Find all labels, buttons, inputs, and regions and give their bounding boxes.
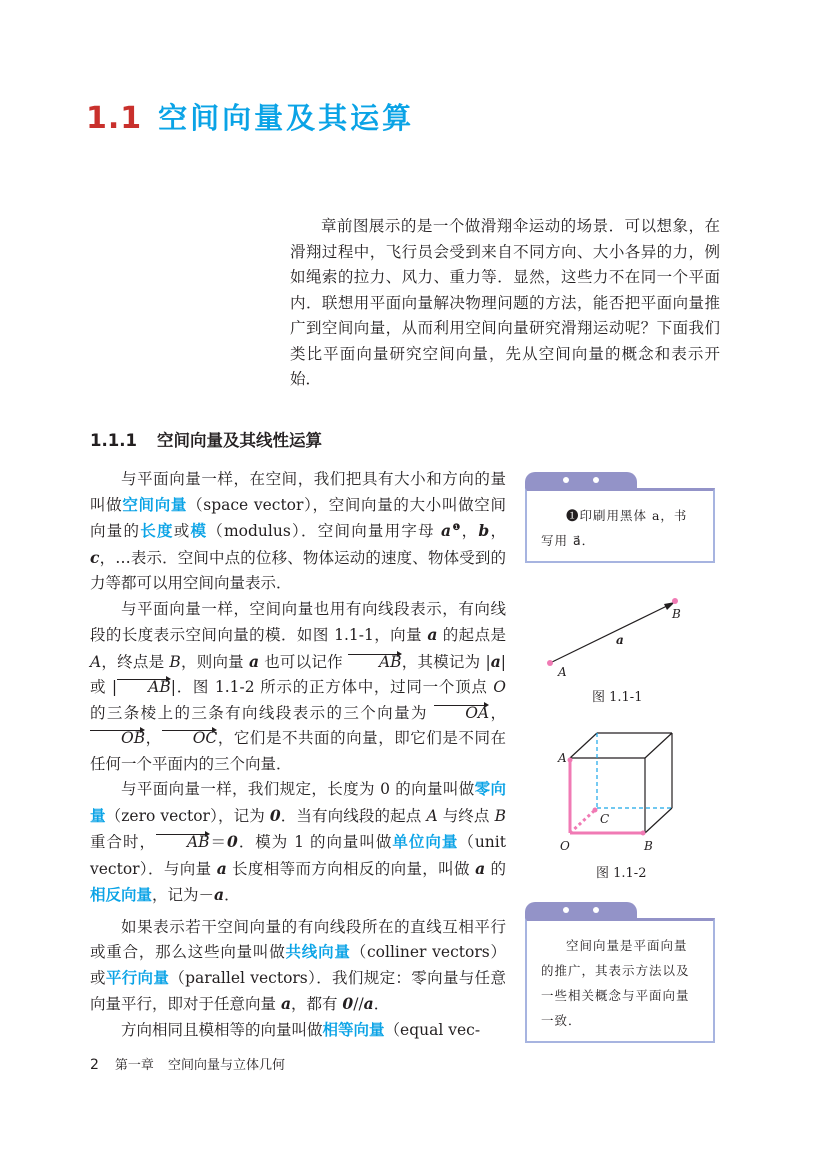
vector-notation: OA [434,704,489,722]
section-title-text: 空间向量及其运算 [158,101,415,135]
math-symbol: c [90,547,100,567]
text-run: （parallel vectors）．我们规定：零向量与任意向量平行，即对于任意向量 [90,968,506,1013]
text-run: 如果表示若干空间向量的有向线段所在的直线互相平行或重合，那么这些向量叫做 [90,917,506,961]
math-symbol: A [426,806,438,825]
math-symbol: a [441,521,452,540]
figure-cube [540,720,690,860]
text-run: // [353,995,364,1013]
margin-note-footnote [525,472,715,563]
section-number: 1.1 [86,101,143,136]
key-term: 共线向量 [285,943,351,961]
paragraph [90,777,506,909]
text-run: ＝ [209,833,228,851]
point-a [547,660,553,666]
text-run: ， [145,729,162,747]
math-symbol: a [490,651,501,671]
subsection-number: 1.1.1 [90,431,137,450]
text-run: 重合时， [90,833,156,851]
math-symbol: b [478,521,490,540]
vector-oc [570,810,595,833]
math-symbol: a [280,994,291,1013]
text-run: ．当有向线段的起点 [280,806,427,825]
subsection-heading [90,430,322,452]
key-term: 相反向量 [90,886,153,904]
paragraph [90,597,506,778]
figure-vector-ab [530,590,700,685]
text-run: ，…表示．空间中点的位移、物体运动的速度、物体受到的力等都可以用空间向量表示． [90,548,506,592]
math-symbol: a [427,625,438,644]
label-B: B [644,839,653,853]
text-run: （unit vector）．与向量 [90,833,506,878]
text-run: ， [489,522,506,540]
paragraph [90,915,506,1018]
math-symbol: A [90,652,102,671]
text-run: ，都有 [290,995,343,1013]
section-title [86,96,414,137]
text-run: | 或 | [90,652,506,696]
page-footer [90,1056,285,1075]
text-run: （modulus）．空间向量用字母 [207,522,442,540]
key-term: 零向量 [90,780,506,825]
label-C: C [600,812,610,826]
text-run: ，终点是 [101,652,170,671]
text-run: ． [224,886,240,904]
text-run: 与平面向量一样，在空间，我们把具有大小和方向的量叫做 [90,470,506,514]
vector-notation: AB [117,678,171,696]
label-A: A [558,751,567,765]
subsection-title: 空间向量及其线性运算 [156,431,322,450]
vector-notation: OB [90,729,145,747]
note-text: ❶印刷用黑体 a，书写用 a⃗． [525,488,715,563]
intro-block [290,214,720,393]
note-text: 空间向量是平面向量的推广，其表示方法以及一些相关概念与平面向量一致． [525,918,715,1043]
figure-caption: 图 1.1-2 [596,866,647,881]
math-symbol: B [169,652,181,671]
key-term: 长度 [140,522,174,540]
math-symbol: 0 [227,832,238,851]
paragraph [90,467,506,597]
text-run: ， [489,703,506,722]
text-run: ．模为 1 的向量叫做 [237,833,393,851]
text-run: 长度相等而方向相反的向量，叫做 [226,859,476,878]
text-run: 与终点 [437,806,495,825]
text-run: ． [373,995,390,1013]
vector-notation: AB [348,653,402,671]
paragraph [90,1018,506,1044]
point-b [672,598,678,604]
figure-caption: 图 1.1-1 [592,690,643,705]
text-run: |．图 1.1-2 所示的正方体中，过同一个顶点 [170,678,494,696]
math-symbol: 0 [342,994,354,1013]
key-term: 空间向量 [122,495,188,514]
label-A: A [558,665,567,679]
key-term: 相等向量 [322,1020,385,1039]
chapter-label: 第一章 [114,1058,154,1073]
text-run: 的 [485,859,506,878]
math-symbol: 0 [269,805,281,825]
text-run: 与平面向量一样，空间向量也用有向线段表示，有向线段的长度表示空间向量的模．如图 1.1-1，向量 [90,599,506,644]
text-run: 方向相同且模相等的向量叫做 [121,1020,323,1039]
text-run: ，其模记为 | [401,652,491,671]
text-run: 或 [173,522,191,540]
math-symbol: a [475,858,486,878]
text-run: ，则向量 [180,652,250,671]
key-term: 模 [190,522,208,540]
text-run: （equal vec- [384,1020,481,1039]
math-symbol: a [214,885,225,904]
footnote-marker: ❶ [451,522,462,533]
math-symbol: O [493,678,506,696]
note-tab [525,902,637,918]
text-run: 也可以记作 [259,652,348,671]
text-run: ，它们是不共面的向量，即它们是不同在任何一个平面内的三个向量． [90,729,506,773]
math-symbol: a [363,994,374,1013]
key-term: 平行向量 [105,968,170,987]
chapter-title: 空间向量与立体几何 [167,1058,285,1073]
paragraph [290,214,720,393]
text-run: （colliner vectors）或 [90,943,506,987]
vector-notation: AB [156,833,210,851]
note-tab [525,472,637,488]
math-symbol: a [216,858,227,878]
page-number: 2 [90,1057,99,1073]
margin-note-summary [525,902,715,1043]
text-run: ， [461,522,479,540]
math-symbol: B [494,806,506,825]
text-run: 的三条棱上的三条有向线段表示的三个向量为 [90,703,435,722]
text-run: 的起点是 [437,626,506,644]
text-run: ，记为－ [152,886,215,904]
label-B: B [672,607,681,621]
text-run: （space vector），空间向量的大小叫做空间向量的 [90,495,506,540]
vector-notation: OC [162,729,218,747]
main-text [90,467,506,1043]
text-run: 与平面向量一样，我们规定，长度为 0 的向量叫做 [121,780,475,798]
key-term: 单位向量 [392,833,459,851]
vector-a-line [550,604,671,663]
text-run: 章前图展示的是一个做滑翔伞运动的场景．可以想象，在滑翔过程中，飞行员会受到来自不同方向、大小各异的力，例如绳索的拉力、风力、重力等．显然，这些力不在同一个平面内．联想用平面向量解决物理问题的方法，能否把平面向量推广到空间向量，从而利用空间向量研究滑翔运动呢？下面我们类比平面向量研究空间向量，先从空间向量的概念和表示开始． [290,217,720,388]
math-symbol: a [249,651,260,671]
label-a: a [616,633,624,647]
label-O: O [560,839,570,853]
text-run: （zero vector），记为 [105,806,270,825]
